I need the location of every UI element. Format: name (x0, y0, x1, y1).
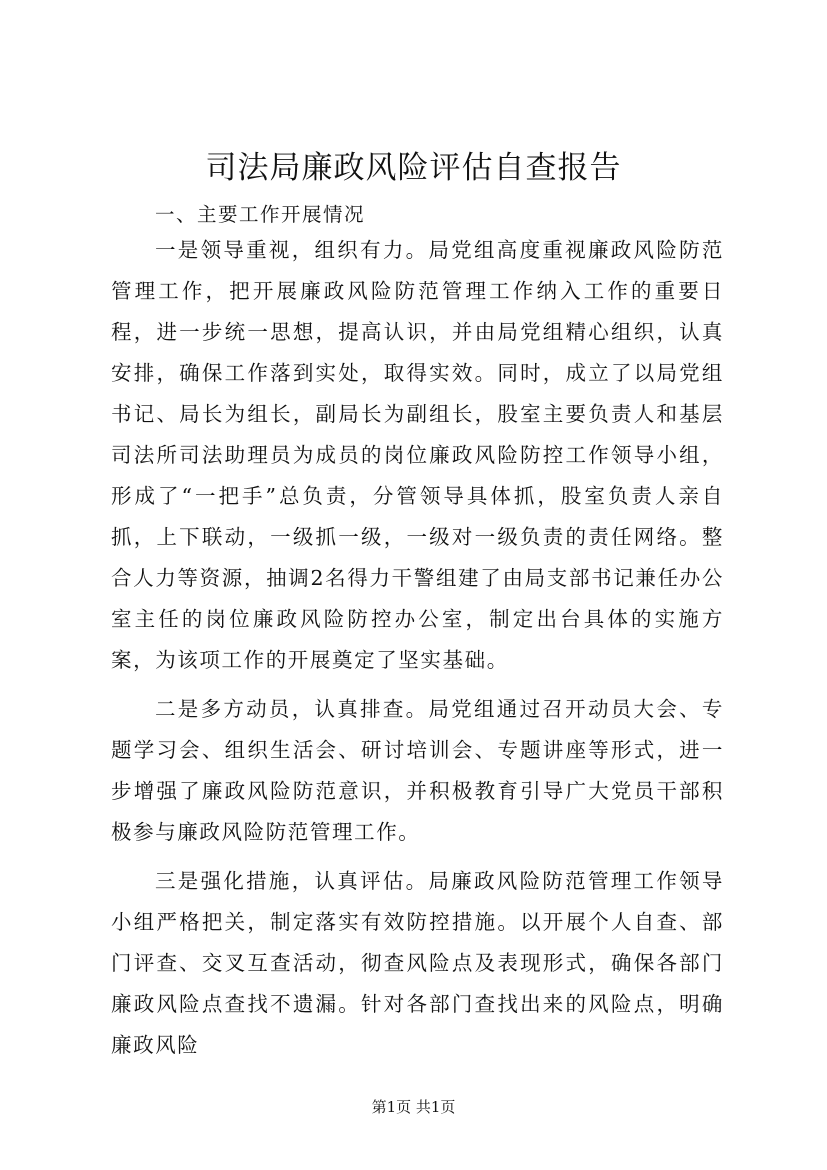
page-footer: 第1页 共1页 (371, 1098, 456, 1116)
document-title: 司法局廉政风险评估自查报告 (205, 150, 622, 186)
section-heading: 一、主要工作开展情况 (155, 203, 366, 226)
document-body (111, 200, 724, 1066)
paragraph-2: 二是多方动员，认真排查。局党组通过召开动员大会、专题学习会、组织生活会、研讨培训会、专题讲座等形式，进一步增强了廉政风险防范意识，并积极教育引导广大党员干部积极参与廉政风险防范管理工作。 (111, 697, 724, 844)
paragraph-3: 三是强化措施，认真评估。局廉政风险防范管理工作领导小组严格把关，制定落实有效防控措施。以开展个人自查、部门评查、交叉互查活动，彻查风险点及表现形式，确保各部门廉政风险点查找不遗漏。针对各部门查找出来的风险点，明确廉政风险 (111, 869, 724, 1057)
paragraph-1: 一是领导重视，组织有力。局党组高度重视廉政风险防范管理工作，把开展廉政风险防范管理工作纳入工作的重要日程，进一步统一思想，提高认识，并由局党组精心组织，认真安排，确保工作落到实处，取得实效。同时，成立了以局党组书记、局长为组长，副局长为副组长，股室主要负责人和基层司法所司法助理员为成员的岗位廉政风险防控工作领导小组，形成了“一把手”总负责，分管领导具体抓，股室负责人亲自抓，上下联动，一级抓一级，一级对一级负责的责任网络。整合人力等资源，抽调2名得力干警组建了由局支部书记兼任办公室主任的岗位廉政风险防控办公室，制定出台具体的实施方案，为该项工作的开展奠定了坚实基础。 (111, 238, 724, 672)
